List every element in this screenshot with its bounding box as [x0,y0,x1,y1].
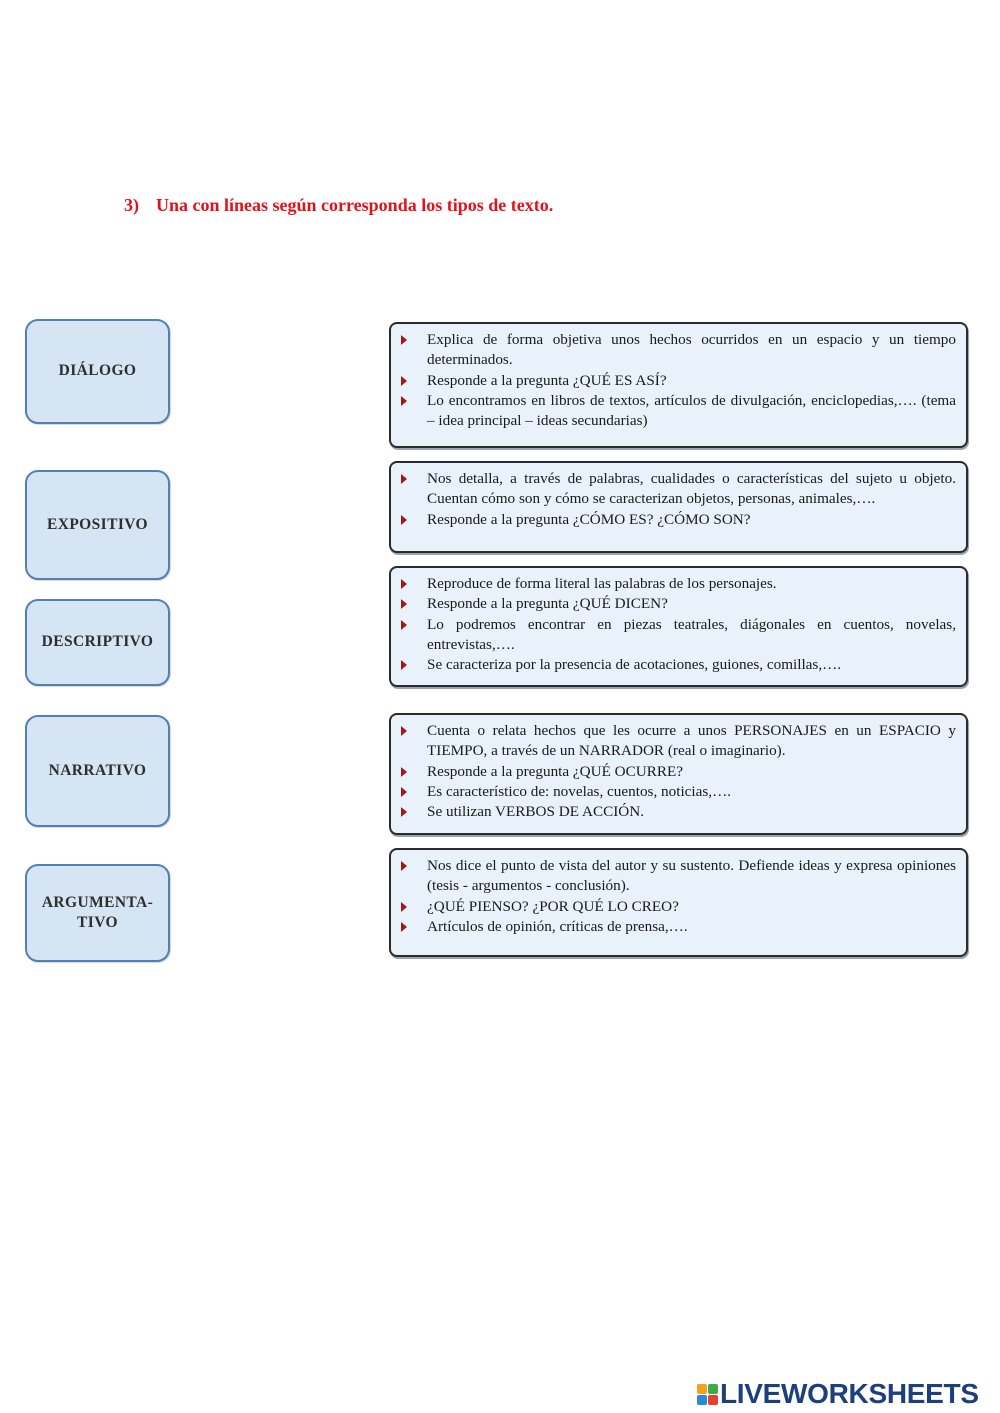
logo-text: LIVEWORKSHEETS [720,1378,979,1409]
description-box-1[interactable] [389,322,968,448]
list-item: Artículos de opinión, críticas de prensa,…. [401,917,956,937]
bullet-icon [401,726,407,736]
mark-square-3 [697,1395,707,1405]
description-box-2[interactable] [389,461,968,553]
term-box-argumentativo[interactable] [25,864,170,962]
list-item: Lo podremos encontrar en piezas teatrales, diágonales en cuentos, novelas, entrevistas,…. [401,615,956,656]
list-item: Se utilizan VERBOS DE ACCIÓN. [401,802,956,822]
list-item: Se caracteriza por la presencia de acotaciones, guiones, comillas,…. [401,655,956,675]
mark-square-4 [708,1395,718,1405]
mark-square-1 [697,1384,707,1394]
description-box-5[interactable] [389,848,968,957]
list-item: Responde a la pregunta ¿QUÉ OCURRE? [401,762,956,782]
bullet-icon [401,660,407,670]
term-box-descriptivo[interactable] [25,599,170,686]
list-item: Cuenta o relata hechos que les ocurre a unos PERSONAJES en un ESPACIO y TIEMPO, a través de un NARRADOR (real o imaginario). [401,721,956,762]
list-item: Es característico de: novelas, cuentos, noticias,…. [401,782,956,802]
term-box-narrativo[interactable] [25,715,170,827]
bullet-icon [401,579,407,589]
list-item: Responde a la pregunta ¿CÓMO ES? ¿CÓMO SON? [401,510,956,530]
list-item: Explica de forma objetiva unos hechos ocurridos en un espacio y un tiempo determinados. [401,330,956,371]
mark-square-2 [708,1384,718,1394]
exercise-number: 3) [124,195,139,215]
bullet-icon [401,922,407,932]
bullet-icon [401,599,407,609]
term-label: EXPOSITIVO [46,515,149,533]
bullet-icon [401,787,407,797]
bullet-icon [401,807,407,817]
term-box-expositivo[interactable] [25,470,170,580]
list-item: Responde a la pregunta ¿QUÉ DICEN? [401,594,956,614]
bullet-icon [401,376,407,386]
list-item: Nos detalla, a través de palabras, cualidades o características del sujeto u objeto. Cuentan cómo son y cómo se caracterizan objetos, personas, animales,…. [401,469,956,510]
bullet-icon [401,767,407,777]
bullet-icon [401,620,407,630]
term-label: NARRATIVO [48,761,147,779]
list-item: Reproduce de forma literal las palabras de los personajes. [401,574,956,594]
bullet-icon [401,902,407,912]
term-box-dialogo[interactable] [25,319,170,424]
term-label: ARGUMENTA- TIVO [41,893,154,931]
exercise-instruction [124,195,553,216]
bullet-icon [401,515,407,525]
term-label: DESCRIPTIVO [41,633,154,651]
description-box-3[interactable] [389,566,968,687]
bullet-icon [401,861,407,871]
list-item: Nos dice el punto de vista del autor y su sustento. Defiende ideas y expresa opiniones (tesis - argumentos - conclusión). [401,856,956,897]
list-item: Responde a la pregunta ¿QUÉ ES ASÍ? [401,371,956,391]
exercise-text: Una con líneas según corresponda los tipos de texto. [156,195,554,215]
list-item: Lo encontramos en libros de textos, artículos de divulgación, enciclopedias,…. (tema – idea principal – ideas secundarias) [401,391,956,432]
liveworksheets-mark-icon [697,1384,718,1405]
list-item: ¿QUÉ PIENSO? ¿POR QUÉ LO CREO? [401,897,956,917]
description-box-4[interactable] [389,713,968,835]
bullet-icon [401,474,407,484]
term-label: DIÁLOGO [58,362,137,380]
bullet-icon [401,335,407,345]
liveworksheets-logo[interactable] [697,1378,979,1410]
bullet-icon [401,396,407,406]
